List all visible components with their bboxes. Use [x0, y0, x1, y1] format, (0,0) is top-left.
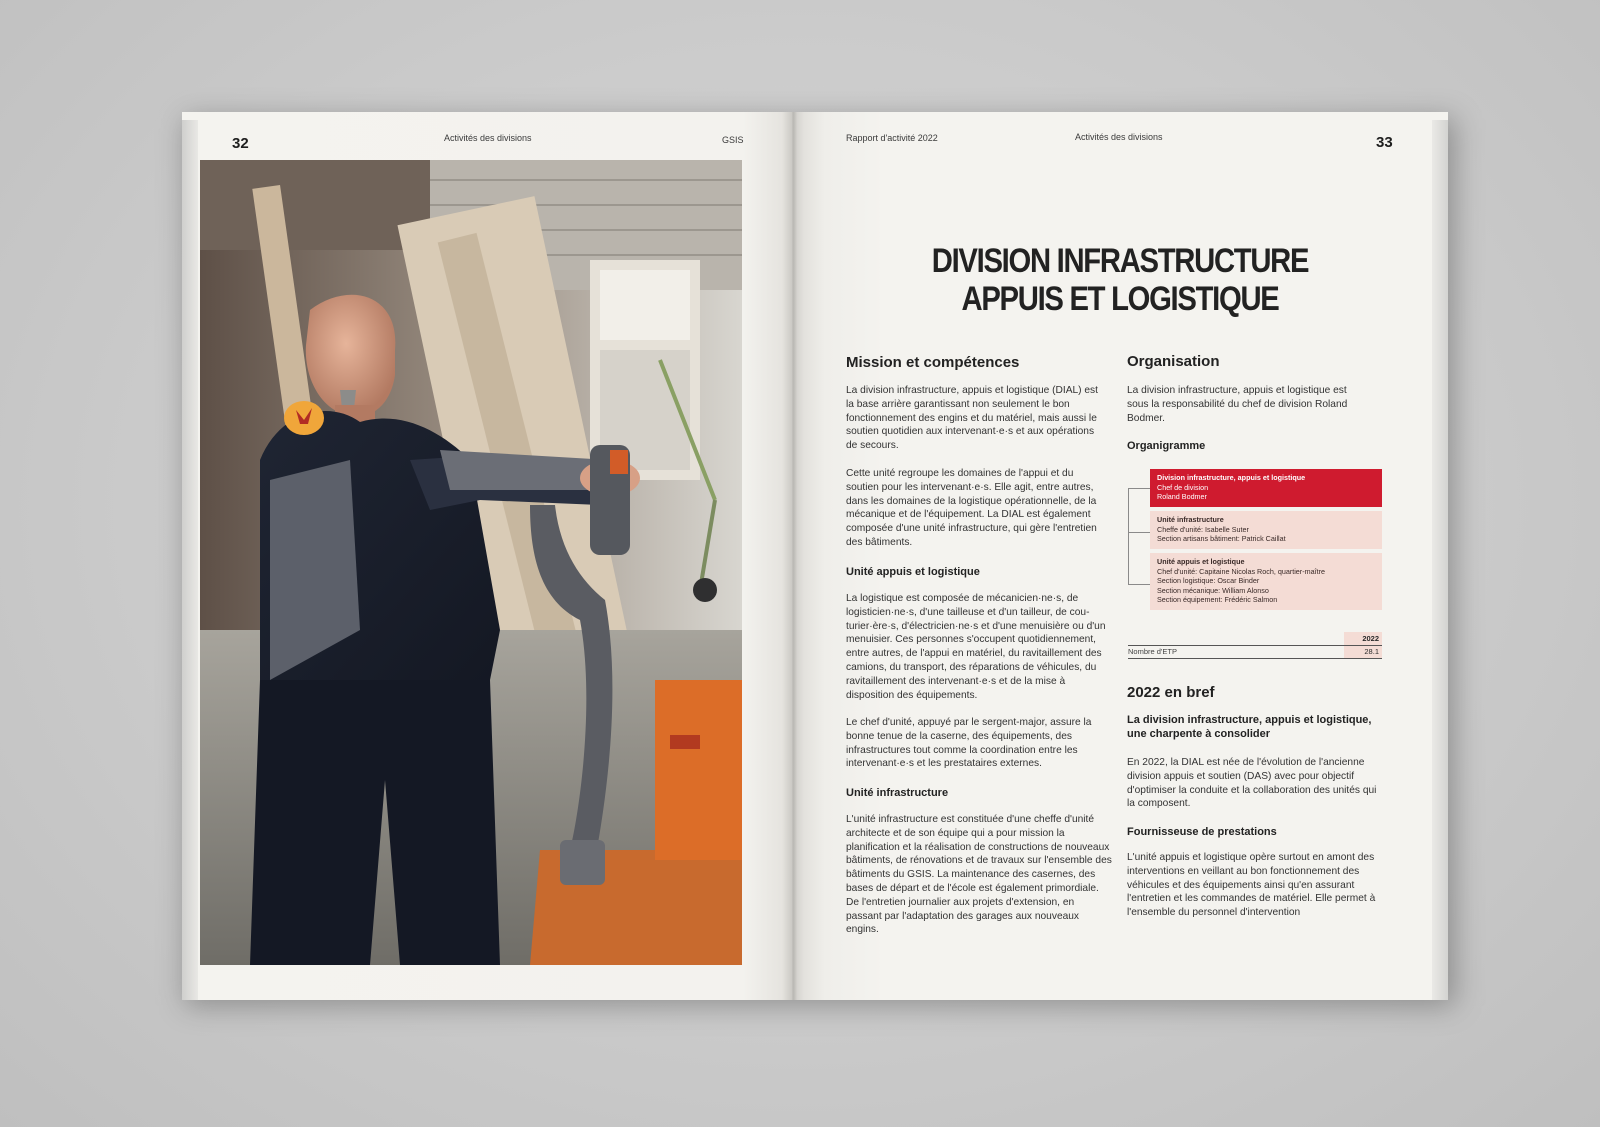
header-organisation-name: GSIS: [722, 135, 744, 145]
bref-subheading-1: La division infrastructure, appuis et logistique, une charpente à consolider: [1127, 714, 1372, 740]
bref-heading: 2022 en bref: [1127, 684, 1215, 701]
organigram-connector-vertical: [1128, 488, 1129, 584]
book-gutter: [782, 112, 804, 1000]
org-box-line: Section logistique: Oscar Binder: [1157, 576, 1260, 585]
mission-paragraph-4: Le chef d'unité, appuyé par le sergent-major, assure la bonne tenue de la caserne, des équipements, des infrastructures tout comme la coordination entre les intervenant·e·s et les prestataires externes.: [846, 717, 1092, 770]
organigram-box-infrastructure: [1150, 511, 1382, 549]
page-title-line-2: APPUIS ET LOGISTIQUE: [961, 280, 1279, 318]
organigram-connector-3: [1128, 584, 1150, 585]
mission-paragraph-3: La logistique est composée de mécanicien·ne·s, de logisticien·ne·s, d'une tailleuse et d'un tailleur, de couturier·ère·s, d'électricien·ne·s et d'une menuisière ou d'un menuisier. Ces personnes s'occupent quotidiennement, entre autres, de l'appui en matériel, du ravitaillement des camions, du transport, des réparations de véhicules, du ravitaillement des intervenant·e·s et de la mise à disposition des équipements.: [846, 593, 1106, 701]
subheading-appuis-logistique: Unité appuis et logistique: [846, 566, 980, 578]
org-box-line: Section équipement: Frédéric Salmon: [1157, 595, 1278, 604]
running-header-right: Activités des divisions: [1075, 132, 1163, 142]
org-box-line: Chef de division: [1157, 482, 1209, 492]
organigramme-heading: Organigramme: [1127, 440, 1206, 452]
bref-paragraph-2: L'unité appuis et logistique opère surtout en amont des interventions en veillant au bon fonctionnement des véhicules et des équipements ainsi qu'en assurant l'entretien et les commandes de matériel. Elle permet à l'ensemble du personnel d'intervention: [1127, 852, 1376, 919]
running-header-report: Rapport d'activité 2022: [846, 133, 938, 143]
etp-value: 28.1: [1344, 646, 1382, 658]
bref-paragraph-1: En 2022, la DIAL est née de l'évolution de l'ancienne division appuis et soutien (DAS) avec pour objectif d'optimiser la conduite et la collaboration des unités qui la composent.: [1127, 757, 1377, 810]
mission-heading: Mission et compétences: [846, 354, 1020, 371]
page-number-right: 33: [1376, 134, 1393, 151]
page-title-line-1: DIVISION INFRASTRUCTURE: [931, 242, 1309, 280]
running-header-left: Activités des divisions: [444, 133, 532, 143]
org-box-line: Section mécanique: William Alonso: [1157, 585, 1269, 595]
mission-paragraph-1: La division infrastructure, appuis et logistique (DIAL) est la base arrière garantissant non seulement le bon fonctionnement des engins et du matériel, mais aussi le soutien quotidien aux intervenant·e·s et aux opérations de secours.: [846, 385, 1098, 452]
organisation-paragraph: La division infrastructure, appuis et logistique est sous la responsabilité du chef de division Roland Bodmer.: [1127, 385, 1348, 424]
organigram-box-appuis: [1150, 553, 1382, 610]
org-box-title: Unité infrastructure: [1157, 515, 1224, 524]
bref-subheading-2: Fournisseuse de prestations: [1127, 826, 1277, 838]
org-box-line: Roland Bodmer: [1157, 492, 1207, 501]
organigram-box-division: [1150, 469, 1382, 507]
organigram-connector-2: [1128, 532, 1150, 533]
left-page-edge: [182, 120, 198, 1000]
portrait-photo: [200, 160, 742, 965]
org-box-line: Cheffe d'unité: Isabelle Suter: [1157, 524, 1249, 534]
mission-paragraph-5: L'unité infrastructure est constituée d'une cheffe d'unité architecte et de son équipe qui a pour mission la planification et la réalisation de constructions de nouveaux bâtiments, de rénovations et de travaux sur l'ensemble des bâtiments du GSIS. La maintenance des casernes, des bases de départ et de l'école est également primordiale. De l'entretien journalier aux projets d'extension, en passant par l'adaptation des garages aux nouveaux engins.: [846, 814, 1112, 936]
etp-year-header: 2022: [1344, 632, 1382, 645]
etp-table-rule-bottom: [1128, 658, 1382, 659]
organisation-heading: Organisation: [1127, 353, 1220, 370]
subheading-infrastructure: Unité infrastructure: [846, 787, 949, 799]
organigram-connector-1: [1128, 488, 1150, 489]
page-title: [914, 242, 1327, 318]
mission-paragraph-2: Cette unité regroupe les domaines de l'appui et du soutien pour les intervenant·e·s. Elle agit, entre autres, dans les domaines de la logistique opérationnelle, de la mécanique et de l'équipement. La DIAL est également composée d'une unité infrastructure, qui gère l'entretien des bâtiments.: [846, 468, 1097, 548]
page-number-left: 32: [232, 135, 249, 152]
org-box-line: Section artisans bâtiment: Patrick Caillat: [1157, 534, 1286, 543]
right-page-edge: [1432, 120, 1448, 1000]
org-box-title: Division infrastructure, appuis et logistique: [1157, 473, 1306, 482]
etp-label: Nombre d'ETP: [1128, 647, 1177, 656]
org-box-title: Unité appuis et logistique: [1157, 557, 1245, 566]
org-box-line: Chef d'unité: Capitaine Nicolas Roch, quartier-maître: [1157, 566, 1325, 576]
